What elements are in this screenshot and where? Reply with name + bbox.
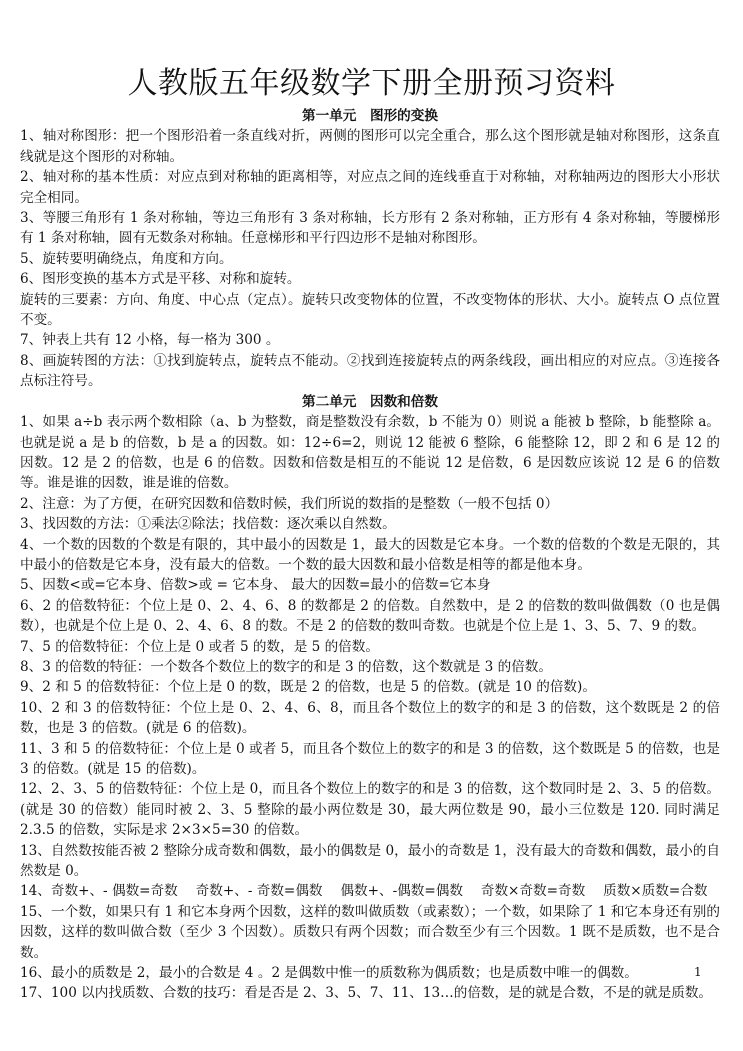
section-heading: 第二单元 因数和倍数	[302, 393, 438, 410]
paragraph: 8、3 的倍数的特征：一个数各个数位上的数字的和是 3 的倍数，这个数就是 3 的倍数。	[20, 658, 552, 675]
section-unit-2	[20, 392, 720, 1004]
page-number: 1	[694, 965, 702, 979]
section-unit-1	[20, 106, 720, 392]
section-heading: 第一单元 图形的变换	[302, 108, 438, 124]
paragraph: 3、等腰三角形有 1 条对称轴，等边三角形有 3 条对称轴，长方形有 2 条对称轴，正方形有 4 条对称轴，等腰梯形有 1 条对称轴，圆有无数条对称轴。任意梯形和平行四边形不是轴对称图形。	[20, 210, 720, 247]
paragraph: 10、2 和 3 的倍数特征：个位上是 0、2、4、6、8，而且各个数位上的数字的和是 3 的倍数，这个数既是 2 的倍数，也是 3 的倍数。(就是 6 的倍数)。	[20, 699, 720, 737]
paragraph: 15、一个数，如果只有 1 和它本身两个因数，这样的数叫做质数（或素数）；一个数，如果除了 1 和它本身还有别的因数，这样的数叫做合数（至少 3 个因数）。质数只有两个因数；而合数至少有三个因数。1 既不是质数，也不是合数。	[20, 903, 720, 961]
paragraph: 3、找因数的方法：①乘法②除法；找倍数：逐次乘以自然数。	[20, 516, 396, 533]
paragraph: 17、100 以内找质数、合数的技巧：看是否是 2、3、5、7、11、13…的倍数，是的就是合数，不是的就是质数。	[20, 985, 713, 1002]
paragraph: 13、自然数按能否被 2 整除分成奇数和偶数，最小的偶数是 0，最小的奇数是 1，没有最大的奇数和偶数，最小的自然数是 0。	[20, 842, 720, 880]
paragraph: 2、轴对称的基本性质：对应点到对称轴的距离相等，对应点之间的连线垂直于对称轴，对称轴两边的图形大小形状完全相同。	[20, 169, 720, 206]
paragraph: 1、如果 a÷b 表示两个数相除（a、b 为整数，商是整数没有余数，b 不能为 0）则说 a 能被 b 整除，b 能整除 a。也就是说 a 是 b 的倍数，b 是 a 的因数。如：12÷6=2，则说 12 能被 6 整除，6 能整除 12，即 2 和 6 是 12 的因数。12 是 2 的倍数，也是 6 的倍数。因数和倍数是相互的不能说 12 是倍数，6 是因数应该说 12 是 6 的倍数等。谁是谁的因数，谁是谁的倍数。	[20, 414, 720, 492]
paragraph: 6、2 的倍数特征：个位上是 0、2、4、6、8 的数都是 2 的倍数。自然数中，是 2 的倍数的数叫做偶数（0 也是偶数），也就是个位上是 0、2、4、6、8 的数。不是 2 的倍数的数叫奇数。也就是个位上是 1、3、5、7、9 的数。	[20, 597, 720, 635]
paragraph: 6、图形变换的基本方式是平移、对称和旋转。	[20, 271, 301, 288]
paragraph: 旋转的三要素：方向、角度、中心点（定点）。旋转只改变物体的位置，不改变物体的形状、大小。旋转点 O 点位置不变。	[20, 291, 720, 329]
document-body	[20, 106, 720, 1004]
paragraph: 5、旋转要明确绕点，角度和方向。	[20, 250, 233, 267]
paragraph: 2、注意：为了方便，在研究因数和倍数时候，我们所说的数指的是整数（一般不包括 0）	[20, 495, 559, 512]
paragraph: 9、2 和 5 的倍数特征：个位上是 0 的数，既是 2 的倍数，也是 5 的倍数。(就是 10 的倍数)。	[20, 679, 596, 696]
paragraph: 11、3 和 5 的倍数特征：个位上是 0 或者 5，而且各个数位上的数字的和是 3 的倍数，这个数既是 5 的倍数，也是 3 的倍数。(就是 15 的倍数)。	[20, 740, 720, 777]
paragraph: 8、画旋转图的方法：①找到旋转点，旋转点不能动。②找到连接旋转点的两条线段，画出相应的对应点。③连接各点标注符号。	[20, 352, 720, 390]
paragraph: 12、2、3、5 的倍数特征：个位上是 0，而且各个数位上的数字的和是 3 的倍数，这个数同时是 2、3、5 的倍数。(就是 30 的倍数）能同时被 2、3、5 整除的最小两位数是 30，最大两位数是 90，最小三位数是 120. 同时满足 2.3.5 的倍数，实际是求 2×3×5=30 的倍数。	[20, 781, 720, 839]
paragraph: 4、一个数的因数的个数是有限的，其中最小的因数是 1，最大的因数是它本身。一个数的倍数的个数是无限的，其中最小的倍数是它本身，没有最大的倍数。一个数的最大因数和最小倍数是相等的都是他本身。	[20, 536, 720, 573]
paragraph: 16、最小的质数是 2，最小的合数是 4 。2 是偶数中惟一的质数称为偶质数；也是质数中唯一的偶数。	[20, 965, 638, 982]
paragraph: 7、5 的倍数特征：个位上是 0 或者 5 的数，是 5 的倍数。	[20, 638, 379, 655]
document-title: 人教版五年级数学下册全册预习资料	[127, 66, 616, 101]
paragraph: 1、轴对称图形：把一个图形沿着一条直线对折，两侧的图形可以完全重合，那么这个图形就是轴对称图形，这条直线就是这个图形的对称轴。	[20, 128, 720, 165]
paragraph: 7、钟表上共有 12 小格，每一格为 300 。	[20, 332, 280, 349]
paragraph: 5、因数<或=它本身、倍数>或 = 它本身、 最大的因数=最小的倍数=它本身	[20, 577, 491, 594]
paragraph: 14、奇数+、- 偶数=奇数 奇数+、- 奇数=偶数 偶数+、-偶数=偶数 奇数×奇数=奇数 质数×质数=合数	[20, 883, 708, 900]
